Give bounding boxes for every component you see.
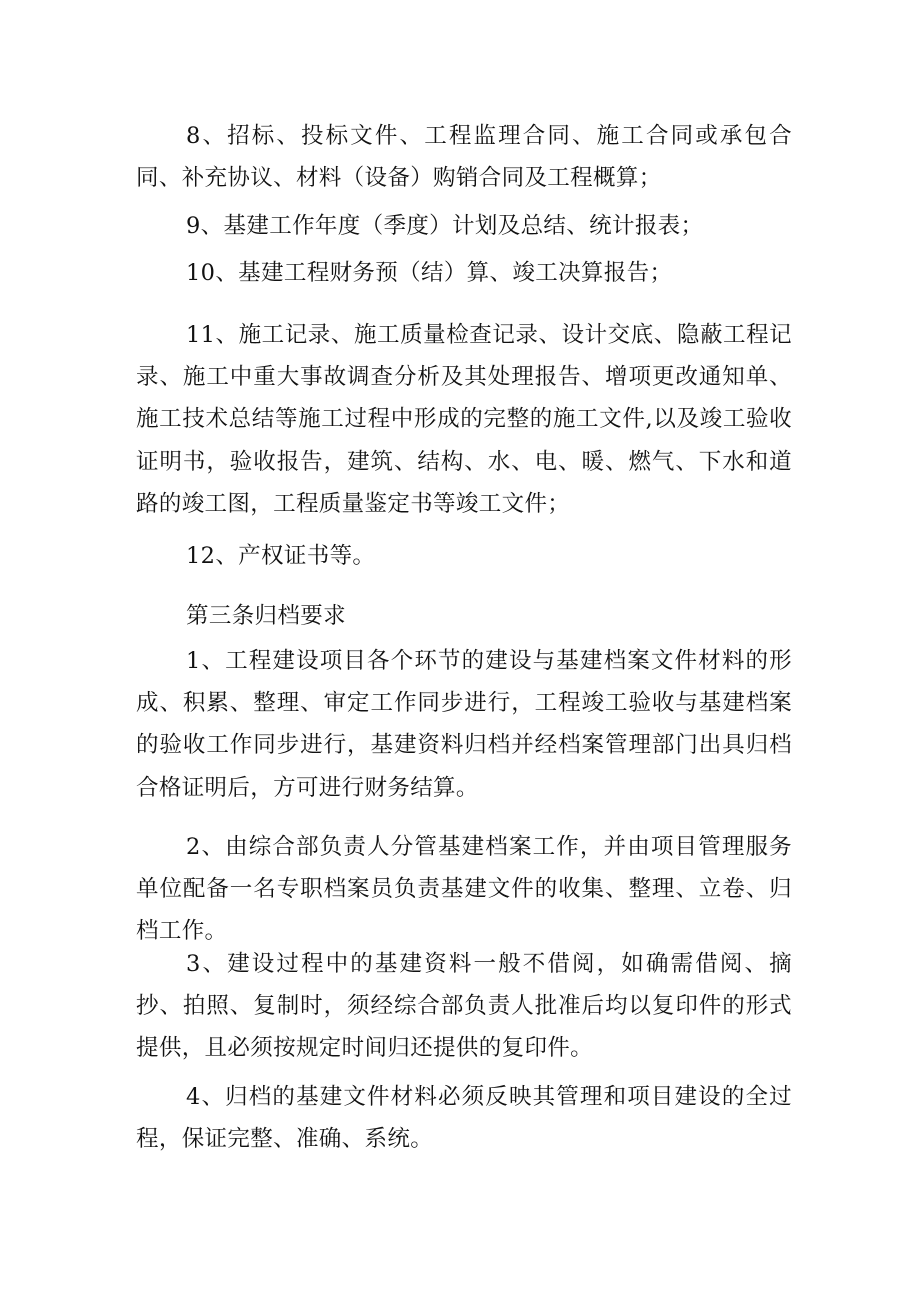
paragraph-item-8: 8、招标、投标文件、工程监理合同、施工合同或承包合同、补充协议、材料（设备）购销合同及工程概算； bbox=[136, 123, 792, 192]
paragraph-item-11: 11、施工记录、施工质量检查记录、设计交底、隐蔽工程记录、施工中重大事故调查分析及其处理报告、增项更改通知单、施工技术总结等施工过程中形成的完整的施工文件,以及竣工验收证明书，验收报告，建筑、结构、水、电、暖、燃气、下水和道路的竣工图，工程质量鉴定书等竣工文件； bbox=[136, 322, 792, 517]
paragraph-item-12: 12、产权证书等。 bbox=[186, 543, 376, 569]
requirement-item-1: 1、工程建设项目各个环节的建设与基建档案文件材料的形成、积累、整理、审定工作同步进行，工程竣工验收与基建档案的验收工作同步进行，基建资料归档并经档案管理部门出具归档合格证明后，方可进行财务结算。 bbox=[136, 648, 792, 801]
paragraph-item-10: 10、基建工程财务预（结）算、竣工决算报告； bbox=[186, 260, 673, 286]
section-heading: 第三条归档要求 bbox=[186, 603, 346, 629]
requirement-item-2: 2、由综合部负责人分管基建档案工作，并由项目管理服务单位配备一名专职档案员负责基建文件的收集、整理、立卷、归档工作。 bbox=[136, 834, 792, 945]
paragraph-item-9: 9、基建工作年度（季度）计划及总结、统计报表； bbox=[186, 213, 704, 239]
requirement-item-4: 4、归档的基建文件材料必须反映其管理和项目建设的全过程，保证完整、准确、系统。 bbox=[136, 1084, 792, 1153]
requirement-item-3: 3、建设过程中的基建资料一般不借阅，如确需借阅、摘抄、拍照、复制时，须经综合部负责人批准后均以复印件的形式提供，且必须按规定时间归还提供的复印件。 bbox=[136, 951, 792, 1062]
